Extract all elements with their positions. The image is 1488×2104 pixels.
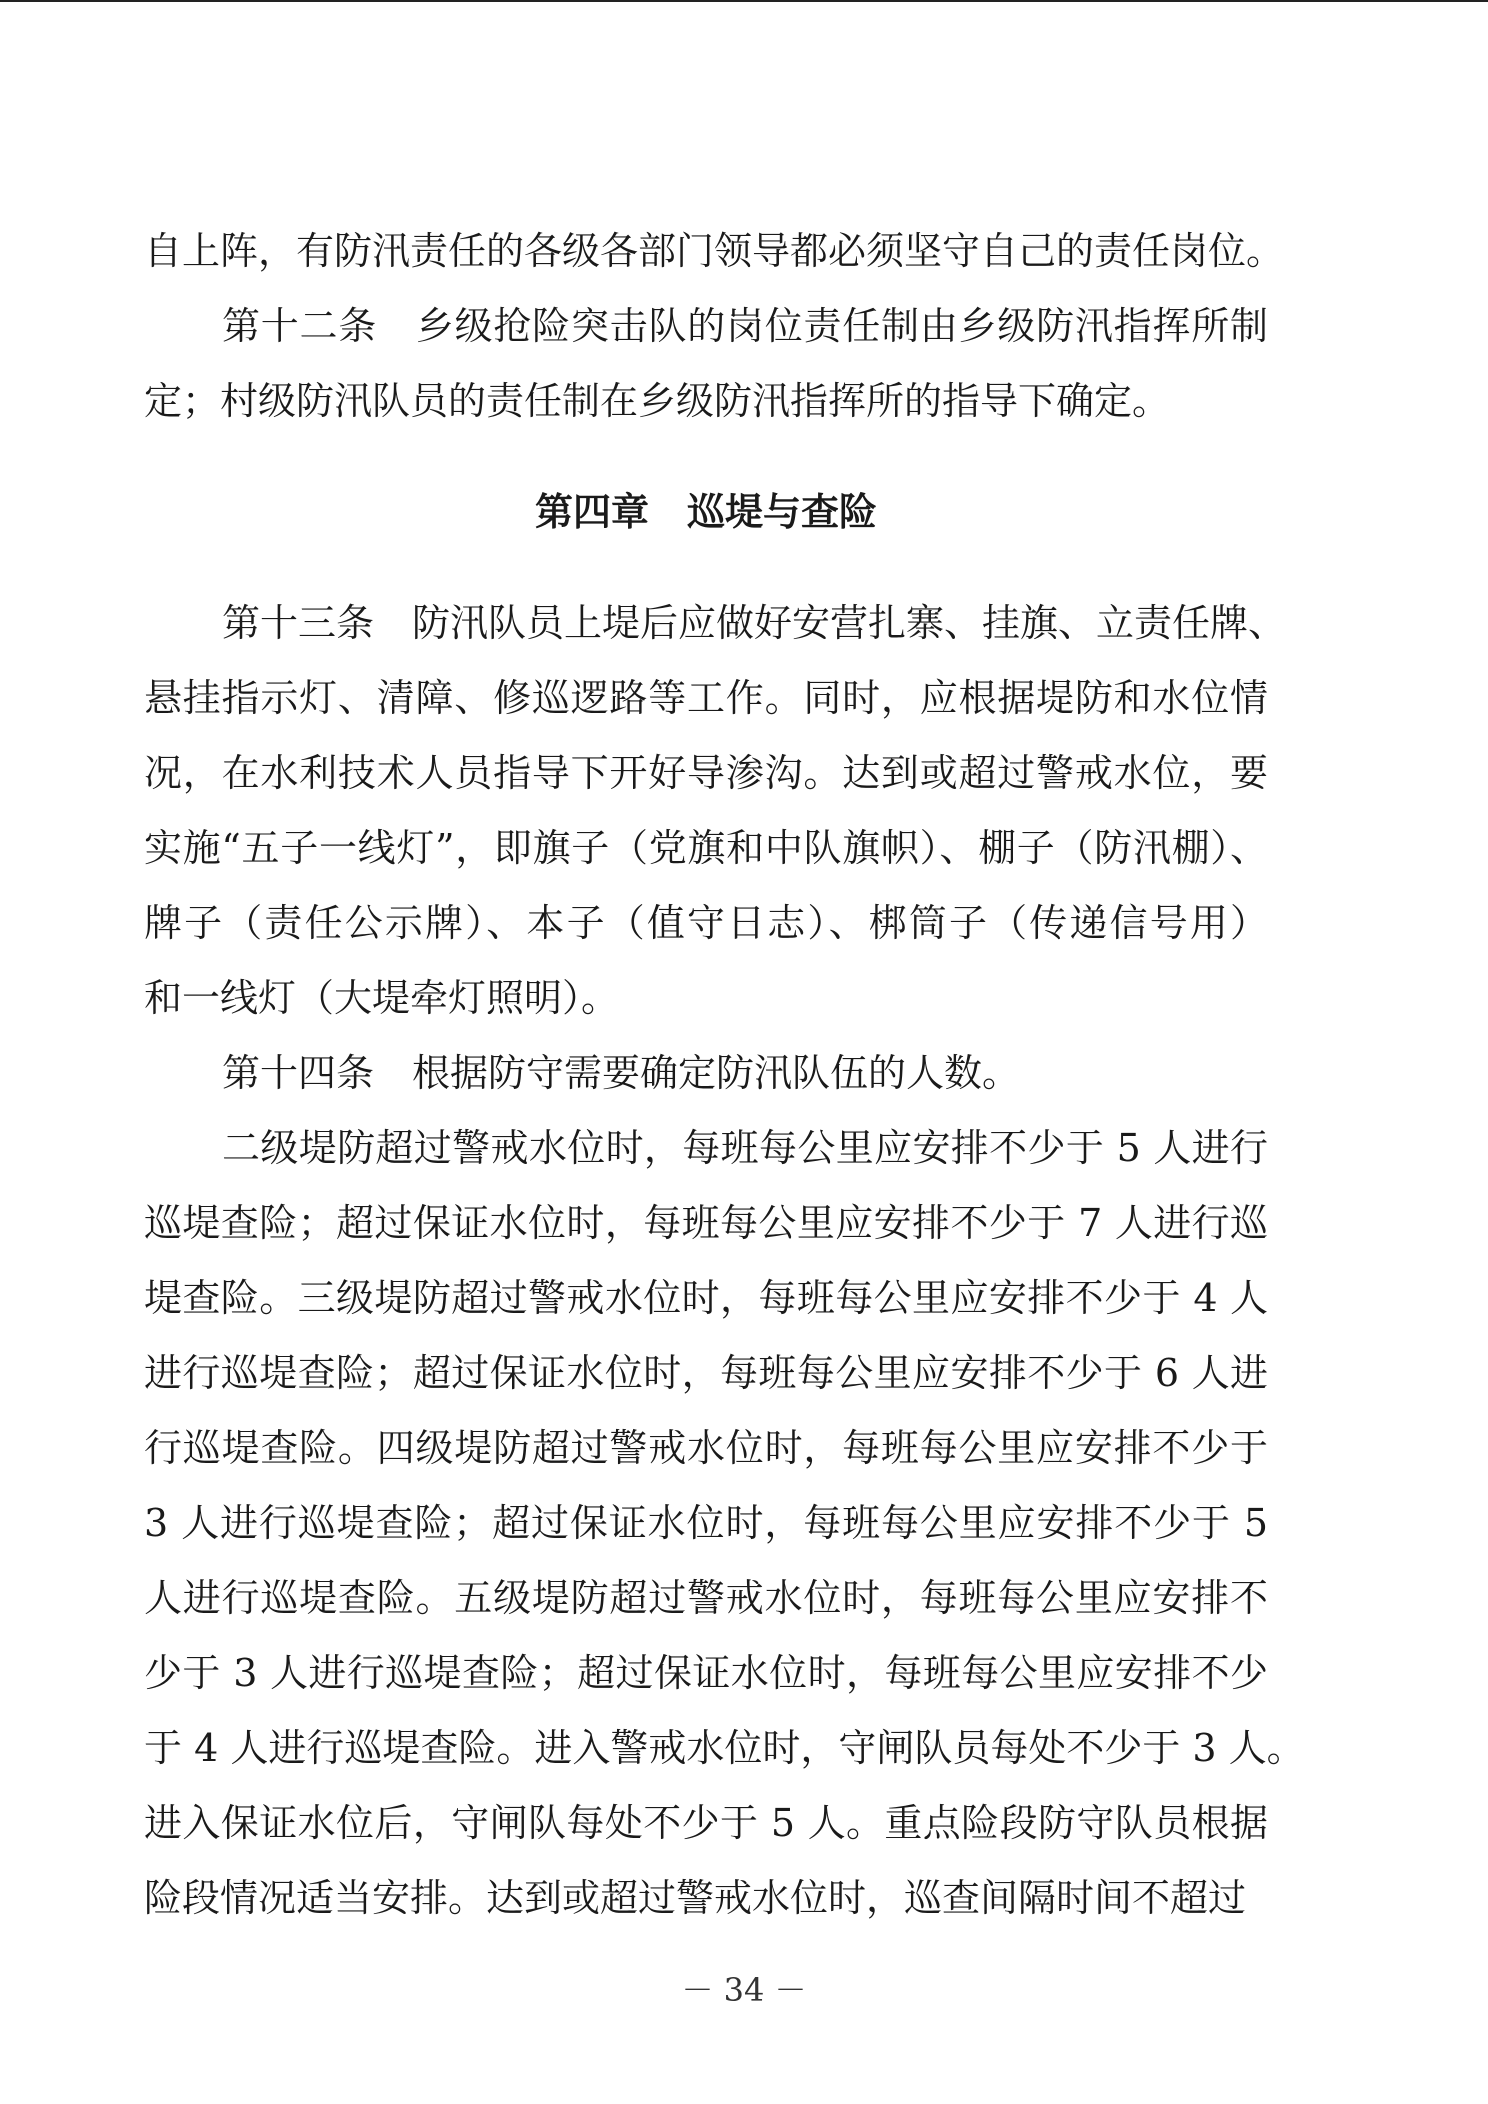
text-line: 人进行巡堤查险。五级堤防超过警戒水位时，每班每公里应安排不 <box>144 1576 1268 1620</box>
paragraph <box>144 289 1268 439</box>
text-line: 堤查险。三级堤防超过警戒水位时，每班每公里应安排不少于 4 人 <box>144 1276 1268 1320</box>
paragraph <box>144 586 1287 1036</box>
paragraph <box>144 1111 1305 1936</box>
text-line: 二级堤防超过警戒水位时，每班每公里应安排不少于 5 人进行 <box>222 1126 1268 1170</box>
text-line: 悬挂指示灯、清障、修巡逻路等工作。同时，应根据堤防和水位情 <box>144 676 1268 720</box>
text-line: 第十二条 乡级抢险突击队的岗位责任制由乡级防汛指挥所制 <box>222 304 1268 348</box>
body-before-heading <box>144 214 1285 439</box>
paragraph <box>144 1036 1268 1111</box>
body-after-heading <box>144 586 1305 1936</box>
top-border-line <box>0 0 1488 2</box>
text-line: 实施“五子一线灯”，即旗子（党旗和中队旗帜）、棚子（防汛棚）、 <box>144 826 1268 870</box>
paragraph <box>144 214 1285 289</box>
text-line: 定；村级防汛队员的责任制在乡级防汛指挥所的指导下确定。 <box>144 379 1171 423</box>
text-line: 于 4 人进行巡堤查险。进入警戒水位时，守闸队员每处不少于 3 人。 <box>144 1726 1305 1770</box>
page-number: － 34 － <box>681 1971 807 2009</box>
text-line: 进行巡堤查险；超过保证水位时，每班每公里应安排不少于 6 人进 <box>144 1351 1268 1395</box>
text-line: 进入保证水位后，守闸队每处不少于 5 人。重点险段防守队员根据 <box>144 1801 1268 1845</box>
text-line: 第十三条 防汛队员上堤后应做好安营扎寨、挂旗、立责任牌、 <box>222 601 1287 645</box>
text-line: 3 人进行巡堤查险；超过保证水位时，每班每公里应安排不少于 5 <box>144 1501 1268 1545</box>
text-line: 况，在水利技术人员指导下开好导渗沟。达到或超过警戒水位，要 <box>144 751 1268 795</box>
text-line: 第十四条 根据防守需要确定防汛队伍的人数。 <box>222 1051 1021 1095</box>
text-line: 和一线灯（大堤牵灯照明）。 <box>144 976 620 1020</box>
text-line: 行巡堤查险。四级堤防超过警戒水位时，每班每公里应安排不少于 <box>144 1426 1268 1470</box>
chapter-heading: 第四章 巡堤与查险 <box>534 490 877 534</box>
text-line: 巡堤查险；超过保证水位时，每班每公里应安排不少于 7 人进行巡 <box>144 1201 1268 1245</box>
document-page <box>144 214 1305 1936</box>
text-line: 少于 3 人进行巡堤查险；超过保证水位时，每班每公里应安排不少 <box>144 1651 1268 1695</box>
text-line: 自上阵，有防汛责任的各级各部门领导都必须坚守自己的责任岗位。 <box>144 229 1285 273</box>
text-line: 险段情况适当安排。达到或超过警戒水位时，巡查间隔时间不超过 <box>144 1876 1247 1920</box>
text-line: 牌子（责任公示牌）、本子（值守日志）、梆筒子（传递信号用） <box>144 901 1268 945</box>
